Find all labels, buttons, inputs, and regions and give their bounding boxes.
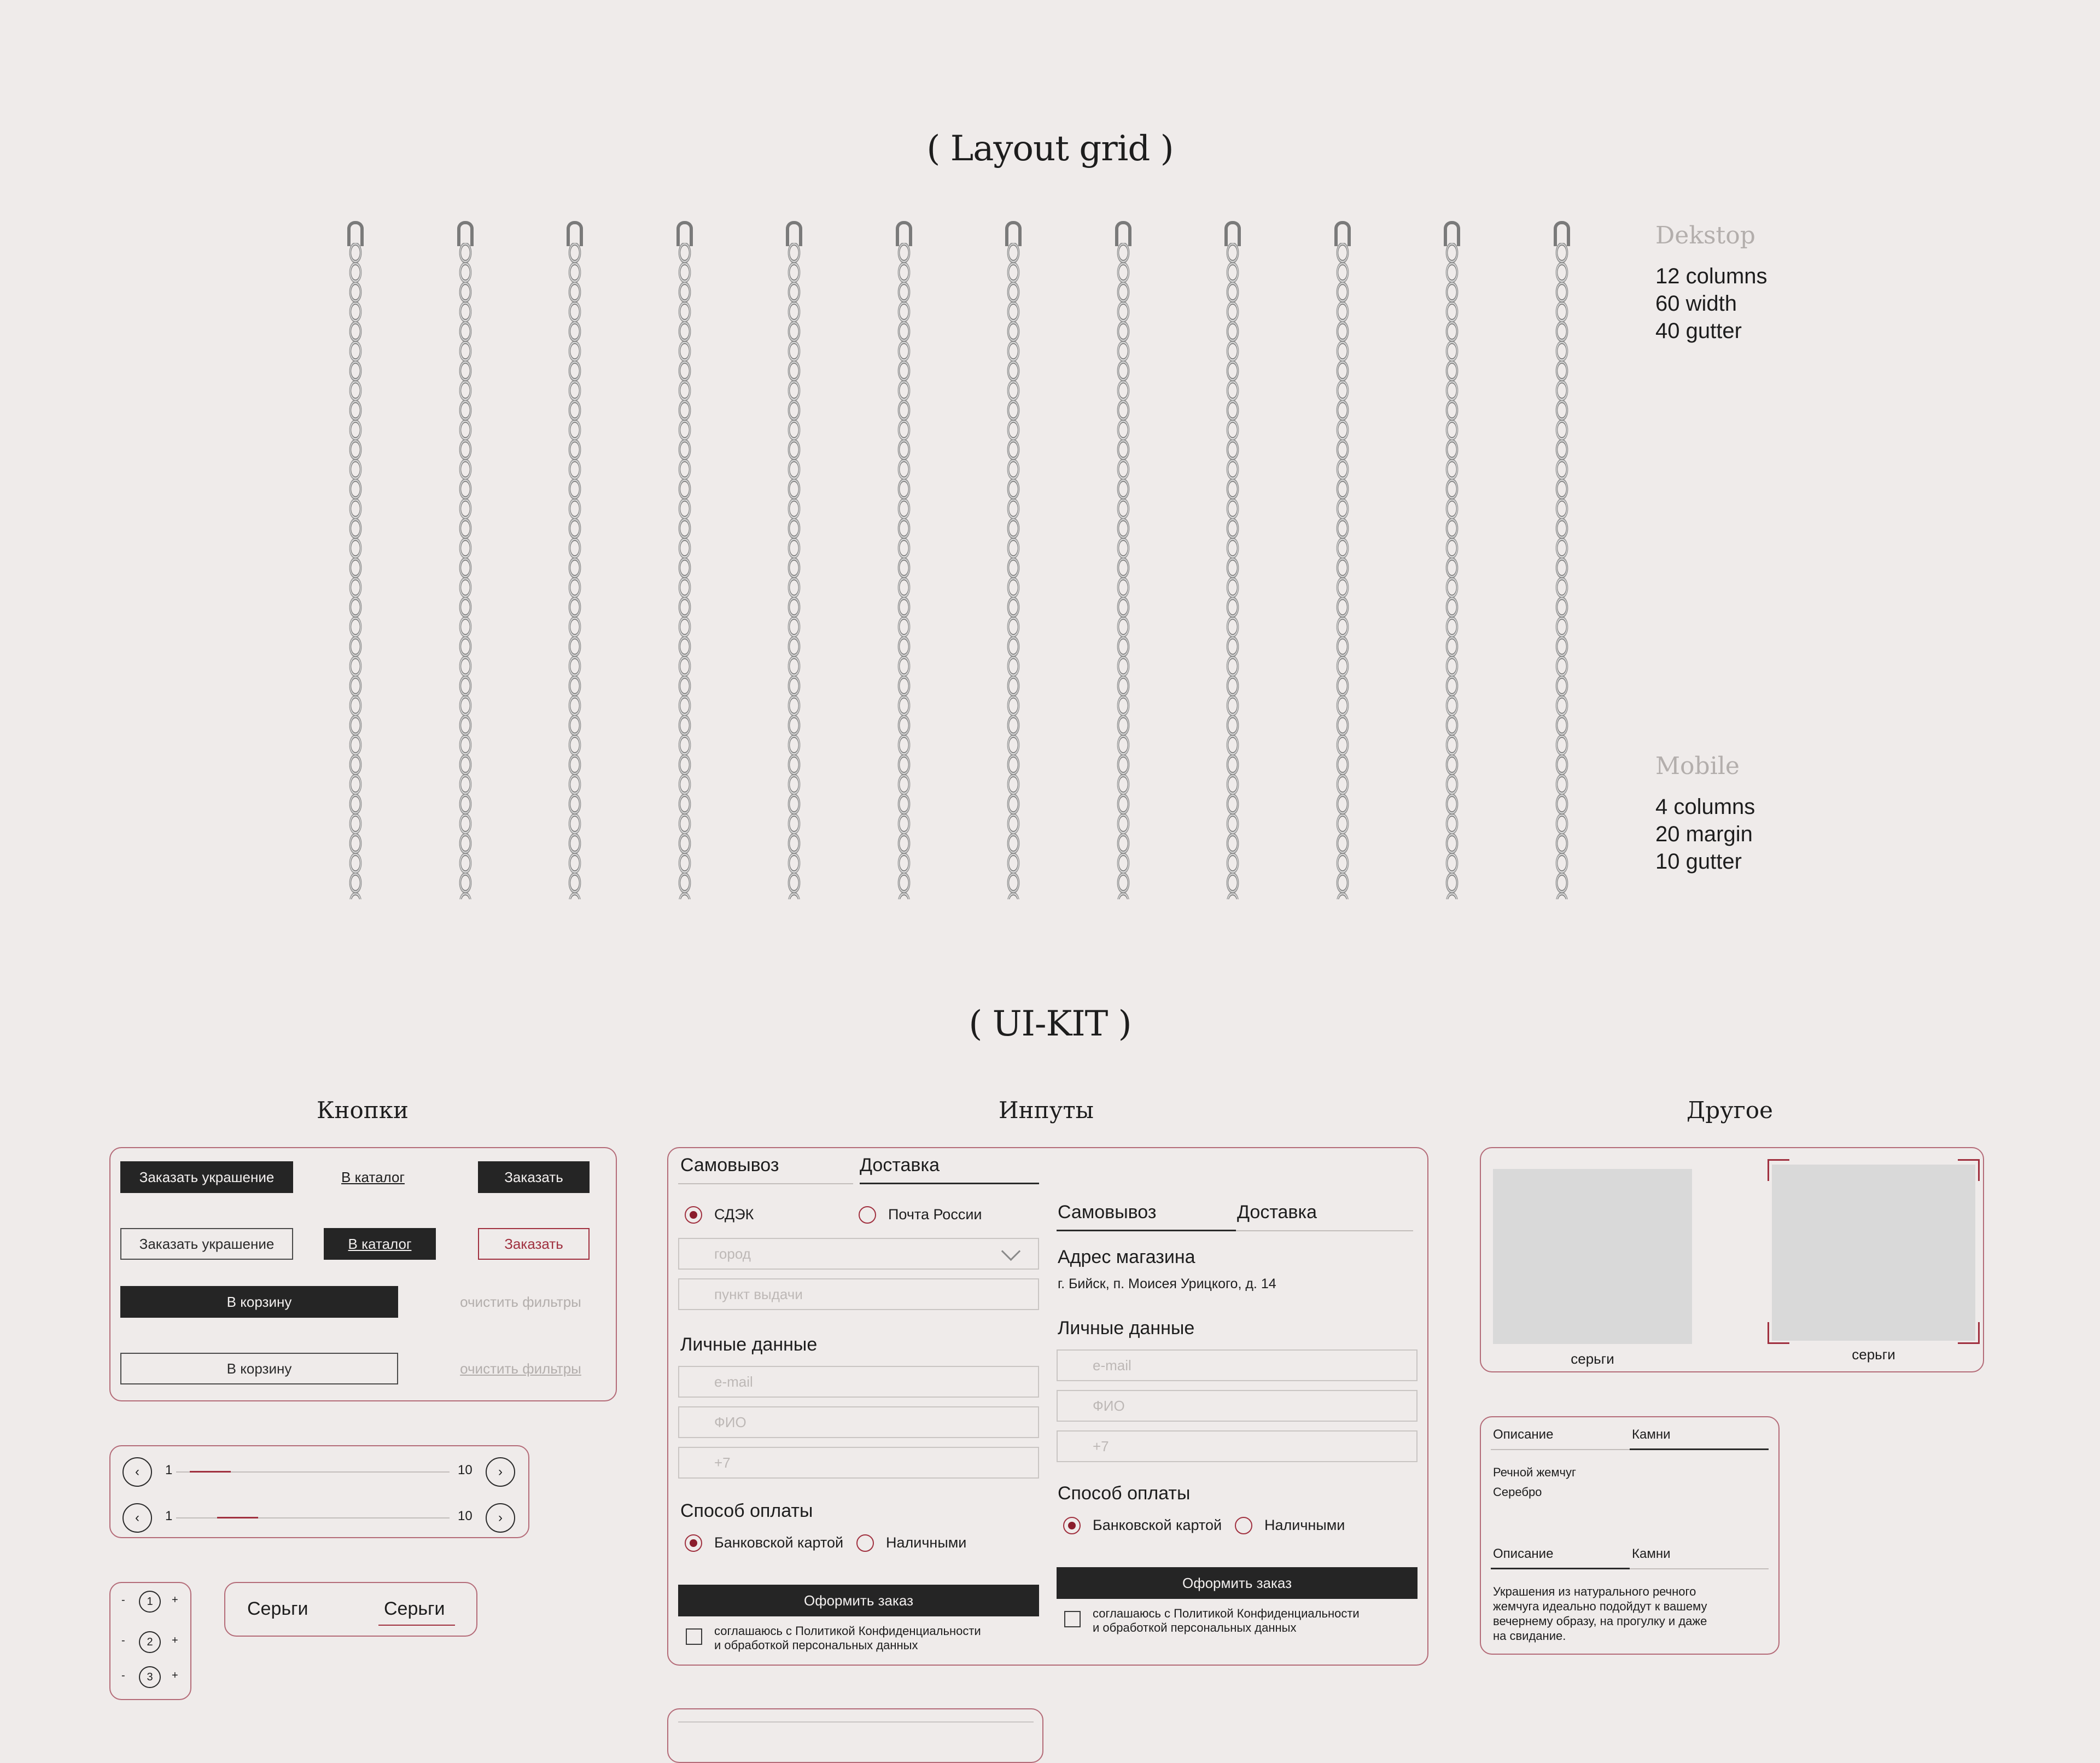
consent-right-line-1: соглашаюсь с Политикой Конфиденциальности [1093, 1607, 1360, 1620]
personal-data-title: Личные данные [680, 1334, 818, 1355]
ui-kit-heading: ( UI-KIT ) [969, 1004, 1131, 1044]
grid-chain-column-7 [997, 243, 1030, 899]
tab-stones-b-line [1630, 1568, 1769, 1569]
grid-chain-clasp-6 [896, 221, 912, 246]
radio-cash-right-label: Наличными [1264, 1517, 1345, 1533]
cart-button-outline[interactable]: В корзину [120, 1353, 398, 1384]
city-select[interactable]: город [678, 1238, 1039, 1270]
radio-russian-post[interactable] [859, 1206, 876, 1224]
cart-button-dark[interactable]: В корзину [120, 1286, 398, 1318]
radio-card[interactable] [685, 1534, 702, 1552]
grid-chain-clasp-1 [347, 221, 364, 246]
stepper-value-2: 2 [139, 1631, 161, 1653]
product-cards-panel [1480, 1147, 1984, 1372]
mobile-margin: 20 margin [1655, 822, 1753, 846]
radio-cdek-label: СДЭК [714, 1206, 754, 1223]
category-tabs-panel [224, 1582, 477, 1637]
tab-pickup-line [678, 1183, 853, 1184]
grid-chain-column-10 [1326, 243, 1359, 899]
tab-pickup[interactable]: Самовывоз [680, 1155, 779, 1176]
buttons-panel [109, 1147, 617, 1401]
stepper-plus-1[interactable]: + [172, 1594, 178, 1606]
payment-title-right: Способ оплаты [1058, 1483, 1191, 1504]
other-section-title: Другое [1687, 1097, 1773, 1124]
grid-chain-clasp-11 [1444, 221, 1460, 246]
grid-chain-column-9 [1216, 243, 1249, 899]
desktop-width: 60 width [1655, 292, 1737, 316]
name-field[interactable]: ФИО [678, 1406, 1039, 1438]
grid-chain-column-11 [1436, 243, 1468, 899]
product-caption-1: серьги [1571, 1351, 1614, 1367]
extra-panel-partial [667, 1708, 1043, 1763]
email-field-right[interactable]: e-mail [1057, 1349, 1418, 1381]
slider-min-1: 1 [165, 1463, 173, 1477]
grid-chain-column-3 [558, 243, 591, 899]
stepper-plus-3[interactable]: + [172, 1669, 178, 1681]
store-address-title: Адрес магазина [1058, 1247, 1195, 1267]
grid-chain-clasp-3 [567, 221, 583, 246]
chevron-right-icon: › [498, 1510, 503, 1525]
name-field-right[interactable]: ФИО [1057, 1390, 1418, 1422]
stone-1: Речной жемчуг [1493, 1465, 1577, 1479]
tab-stones-a-line [1630, 1448, 1769, 1450]
desktop-gutter: 40 gutter [1655, 319, 1742, 343]
description-line-2: жемчуга идеально подойдут к вашему [1493, 1599, 1707, 1613]
layout-grid-heading: ( Layout grid ) [926, 129, 1174, 169]
grid-chain-clasp-9 [1224, 221, 1241, 246]
tab-delivery-right[interactable]: Доставка [1237, 1202, 1317, 1223]
desktop-columns: 12 columns [1655, 264, 1768, 288]
radio-card-label: Банковской картой [714, 1534, 844, 1551]
frame-corner-tl [1768, 1159, 1789, 1181]
slider-max-1: 10 [458, 1463, 472, 1477]
consent-right-line-2: и обработкой персональных данных [1093, 1621, 1297, 1634]
chevron-left-icon: ‹ [135, 1464, 139, 1479]
radio-cash-right[interactable] [1235, 1517, 1252, 1534]
stepper-minus-3[interactable]: - [121, 1669, 125, 1681]
grid-chain-column-1 [339, 243, 372, 899]
stepper-minus-2[interactable]: - [121, 1634, 125, 1646]
grid-chain-column-8 [1107, 243, 1140, 899]
slider-fill-1[interactable] [190, 1471, 231, 1473]
stepper-value-3: 3 [139, 1666, 161, 1688]
tab-pickup-right[interactable]: Самовывоз [1058, 1202, 1157, 1223]
desktop-label: Dekstop [1655, 222, 1755, 249]
grid-chain-clasp-10 [1334, 221, 1351, 246]
submit-order-button-right[interactable]: Оформить заказ [1057, 1567, 1418, 1599]
tab-stones-a[interactable]: Камни [1632, 1427, 1671, 1442]
grid-chain-clasp-7 [1005, 221, 1022, 246]
slider-next-button-2[interactable] [486, 1503, 515, 1533]
order-jewelry-button-dark[interactable]: Заказать украшение [120, 1161, 293, 1193]
slider-min-2: 1 [165, 1509, 173, 1523]
consent-line-2: и обработкой персональных данных [714, 1638, 918, 1652]
grid-chain-column-12 [1545, 243, 1578, 899]
payment-title: Способ оплаты [680, 1500, 813, 1521]
pickup-point-input[interactable]: пункт выдачи [678, 1278, 1039, 1310]
grid-chain-column-5 [778, 243, 810, 899]
tab-earrings-underline [378, 1625, 455, 1626]
product-image-1[interactable] [1493, 1169, 1692, 1344]
consent-checkbox-right[interactable] [1064, 1611, 1081, 1627]
stepper-panel [109, 1582, 191, 1700]
grid-chain-column-2 [449, 243, 482, 899]
buttons-section-title: Кнопки [316, 1097, 409, 1124]
stepper-value-1: 1 [139, 1591, 161, 1613]
personal-data-title-right: Личные данные [1058, 1318, 1195, 1339]
phone-field[interactable]: +7 [678, 1447, 1039, 1479]
tab-description-b-line [1491, 1568, 1630, 1569]
tab-earrings-1[interactable]: Серьги [247, 1598, 308, 1619]
grid-chain-clasp-5 [786, 221, 802, 246]
grid-chain-clasp-8 [1115, 221, 1131, 246]
radio-cash[interactable] [856, 1534, 874, 1552]
grid-chain-column-6 [888, 243, 920, 899]
grid-chain-clasp-2 [457, 221, 474, 246]
submit-order-button[interactable]: Оформить заказ [678, 1585, 1039, 1616]
frame-corner-tr [1958, 1159, 1980, 1181]
tab-description-a-line [1491, 1449, 1630, 1450]
tab-delivery-right-line [1236, 1230, 1413, 1231]
tab-delivery-line [860, 1183, 1039, 1184]
inputs-section-title: Инпуты [999, 1097, 1094, 1124]
frame-corner-br [1958, 1322, 1980, 1344]
radio-cash-label: Наличными [886, 1534, 967, 1551]
radio-russian-post-label: Почта России [888, 1206, 982, 1223]
radio-cdek[interactable] [685, 1206, 702, 1224]
order-button-dark[interactable]: Заказать [478, 1161, 590, 1193]
slider-panel [109, 1445, 529, 1538]
store-address: г. Бийск, п. Моисея Урицкого, д. 14 [1058, 1276, 1276, 1291]
stone-2: Серебро [1493, 1485, 1542, 1499]
chevron-left-icon: ‹ [135, 1510, 139, 1525]
slider-next-button-1[interactable] [486, 1457, 515, 1487]
tab-stones-b[interactable]: Камни [1632, 1546, 1671, 1561]
clear-filters-link[interactable]: очистить фильтры [460, 1360, 581, 1377]
extra-panel-field [678, 1721, 1034, 1723]
phone-field-right[interactable]: +7 [1057, 1430, 1418, 1462]
tab-delivery[interactable]: Доставка [860, 1155, 940, 1176]
slider-fill-2[interactable] [217, 1517, 258, 1518]
tab-earrings-2[interactable]: Серьги [384, 1598, 445, 1619]
description-line-4: на свидание. [1493, 1629, 1566, 1643]
catalog-link[interactable]: В каталог [341, 1168, 405, 1185]
mobile-gutter: 10 gutter [1655, 850, 1742, 874]
inputs-panel [667, 1147, 1428, 1666]
tab-description-a[interactable]: Описание [1493, 1427, 1554, 1442]
tab-pickup-right-line [1057, 1230, 1236, 1231]
slider-max-2: 10 [458, 1509, 472, 1523]
description-line-3: вечернему образу, на прогулку и даже [1493, 1614, 1707, 1628]
catalog-button-dark[interactable]: В каталог [324, 1228, 436, 1260]
mobile-columns: 4 columns [1655, 795, 1755, 819]
consent-line-1: соглашаюсь с Политикой Конфиденциальности [714, 1624, 981, 1638]
frame-corner-bl [1768, 1322, 1789, 1344]
consent-checkbox[interactable] [686, 1628, 702, 1645]
description-line-1: Украшения из натурального речного [1493, 1585, 1696, 1598]
order-jewelry-button-outline[interactable]: Заказать украшение [120, 1228, 293, 1260]
stepper-minus-1[interactable]: - [121, 1594, 125, 1606]
grid-chain-clasp-4 [676, 221, 693, 246]
slider-prev-button-1[interactable] [122, 1457, 152, 1487]
chevron-right-icon: › [498, 1464, 503, 1479]
slider-prev-button-2[interactable] [122, 1503, 152, 1533]
tab-description-b[interactable]: Описание [1493, 1546, 1554, 1561]
email-field[interactable]: e-mail [678, 1366, 1039, 1398]
description-tabs-panel [1480, 1416, 1780, 1655]
product-caption-2: серьги [1852, 1346, 1895, 1363]
radio-card-right[interactable] [1063, 1517, 1081, 1534]
product-image-2[interactable] [1772, 1165, 1975, 1341]
grid-chain-column-4 [668, 243, 701, 899]
clear-filters-text[interactable]: очистить фильтры [460, 1293, 581, 1310]
grid-chain-clasp-12 [1554, 221, 1570, 246]
order-button-outline-red[interactable]: Заказать [478, 1228, 590, 1260]
stepper-plus-2[interactable]: + [172, 1634, 178, 1646]
radio-card-right-label: Банковской картой [1093, 1517, 1222, 1533]
mobile-label: Mobile [1655, 752, 1740, 780]
